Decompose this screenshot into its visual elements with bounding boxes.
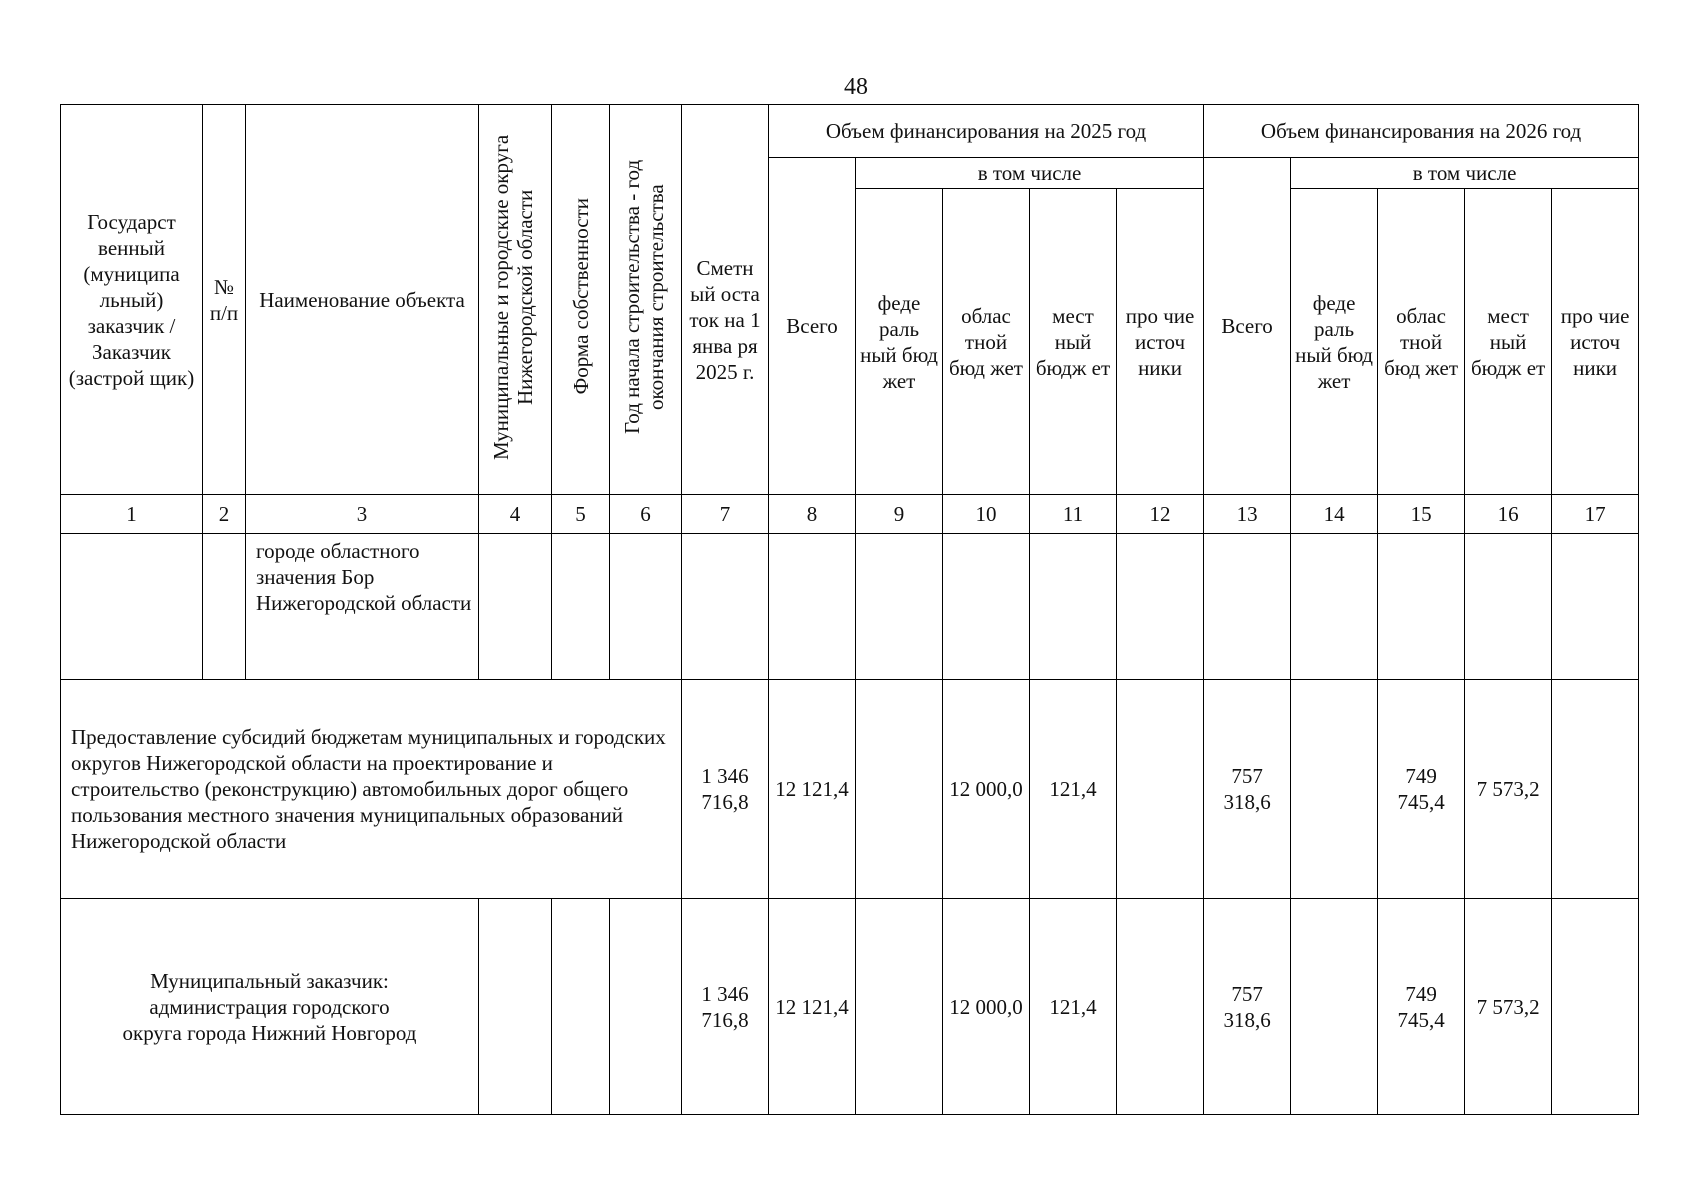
column-numbers-row	[61, 495, 1639, 534]
table-cell	[203, 534, 246, 680]
header-local-2025: мест ный бюдж ет	[1030, 189, 1117, 495]
page-number: 48	[844, 74, 868, 100]
header-years	[610, 105, 682, 495]
header-fin-2026: Объем финансирования на 2026 год	[1204, 105, 1639, 158]
header-estimate: Сметн ый оста ток на 1 янва ря 2025 г.	[682, 105, 769, 495]
header-municipal	[479, 105, 552, 495]
customer-estimate: 1 346 716,8	[682, 899, 769, 1115]
table-cell	[610, 899, 682, 1115]
header-regional-2026: облас тной бюд жет	[1378, 189, 1465, 495]
column-number: 13	[1204, 495, 1291, 534]
header-federal-2026: феде раль ный бюд жет	[1291, 189, 1378, 495]
continuation-object-name: городе областного значения Бор Нижегородской области	[246, 534, 479, 680]
column-number: 4	[479, 495, 552, 534]
table-cell	[1204, 534, 1291, 680]
subsidy-other-2026	[1552, 680, 1639, 899]
table-cell	[552, 534, 610, 680]
header-total-2025: Всего	[769, 158, 856, 495]
table-cell	[479, 899, 552, 1115]
subsidy-local-2026: 7 573,2	[1465, 680, 1552, 899]
customer-row	[61, 899, 1639, 1115]
subsidy-regional-2025: 12 000,0	[943, 680, 1030, 899]
subsidy-other-2025	[1117, 680, 1204, 899]
subsidy-local-2025: 121,4	[1030, 680, 1117, 899]
header-num: № п/п	[203, 105, 246, 495]
column-number: 1	[61, 495, 203, 534]
header-years-text: Год начала строительства - год окончания строительства	[619, 159, 668, 434]
column-number: 17	[1552, 495, 1639, 534]
subsidy-total-2025: 12 121,4	[769, 680, 856, 899]
customer-text: Муниципальный заказчик: администрация городского округа города Нижний Новгород	[61, 899, 479, 1115]
header-municipal-text: Муниципальные и городские округа Нижегородской области	[489, 133, 537, 460]
customer-federal-2026	[1291, 899, 1378, 1115]
table-cell	[943, 534, 1030, 680]
header-incl-2026: в том числе	[1291, 158, 1639, 189]
table-cell	[1030, 534, 1117, 680]
customer-regional-2025: 12 000,0	[943, 899, 1030, 1115]
header-customer: Государст венный (муниципа льный) заказчик / Заказчик (застрой щик)	[61, 105, 203, 495]
table-cell	[610, 534, 682, 680]
column-number: 2	[203, 495, 246, 534]
column-number: 6	[610, 495, 682, 534]
header-total-2026: Всего	[1204, 158, 1291, 495]
subsidy-federal-2026	[1291, 680, 1378, 899]
header-federal-2025: феде раль ный бюд жет	[856, 189, 943, 495]
customer-local-2025: 121,4	[1030, 899, 1117, 1115]
header-row-1	[61, 105, 1639, 158]
header-local-2026: мест ный бюдж ет	[1465, 189, 1552, 495]
table-cell	[856, 534, 943, 680]
header-regional-2025: облас тной бюд жет	[943, 189, 1030, 495]
customer-other-2025	[1117, 899, 1204, 1115]
header-fin-2025: Объем финансирования на 2025 год	[769, 105, 1204, 158]
subsidy-text: Предоставление субсидий бюджетам муниципальных и городских округов Нижегородской области на проектирование и строительство (реконструкцию) автомобильных дорог общего пользования местного значения муниципальных образований Нижегородской области	[61, 680, 682, 899]
column-number: 9	[856, 495, 943, 534]
table-cell	[682, 534, 769, 680]
header-ownership	[552, 105, 610, 495]
subsidy-total-2026: 757 318,6	[1204, 680, 1291, 899]
customer-total-2026: 757 318,6	[1204, 899, 1291, 1115]
customer-other-2026	[1552, 899, 1639, 1115]
column-number: 15	[1378, 495, 1465, 534]
financing-table	[60, 104, 1639, 1115]
subsidy-regional-2026: 749 745,4	[1378, 680, 1465, 899]
column-number: 8	[769, 495, 856, 534]
column-number: 5	[552, 495, 610, 534]
column-number: 7	[682, 495, 769, 534]
column-number: 12	[1117, 495, 1204, 534]
subsidy-row	[61, 680, 1639, 899]
table-cell	[479, 534, 552, 680]
column-number: 14	[1291, 495, 1378, 534]
table-cell	[769, 534, 856, 680]
customer-regional-2026: 749 745,4	[1378, 899, 1465, 1115]
customer-total-2025: 12 121,4	[769, 899, 856, 1115]
table-cell	[552, 899, 610, 1115]
table-cell	[1465, 534, 1552, 680]
column-number: 11	[1030, 495, 1117, 534]
table-cell	[1117, 534, 1204, 680]
continuation-row	[61, 534, 1639, 680]
table-cell	[61, 534, 203, 680]
header-incl-2025: в том числе	[856, 158, 1204, 189]
column-number: 10	[943, 495, 1030, 534]
subsidy-federal-2025	[856, 680, 943, 899]
header-other-2026: про чие источ ники	[1552, 189, 1639, 495]
subsidy-estimate: 1 346 716,8	[682, 680, 769, 899]
table-cell	[1378, 534, 1465, 680]
column-number: 16	[1465, 495, 1552, 534]
header-object-name: Наименование объекта	[246, 105, 479, 495]
customer-local-2026: 7 573,2	[1465, 899, 1552, 1115]
table-cell	[1552, 534, 1639, 680]
table-cell	[1291, 534, 1378, 680]
header-ownership-text: Форма собственности	[568, 198, 593, 395]
column-number: 3	[246, 495, 479, 534]
header-other-2025: про чие источ ники	[1117, 189, 1204, 495]
customer-federal-2025	[856, 899, 943, 1115]
